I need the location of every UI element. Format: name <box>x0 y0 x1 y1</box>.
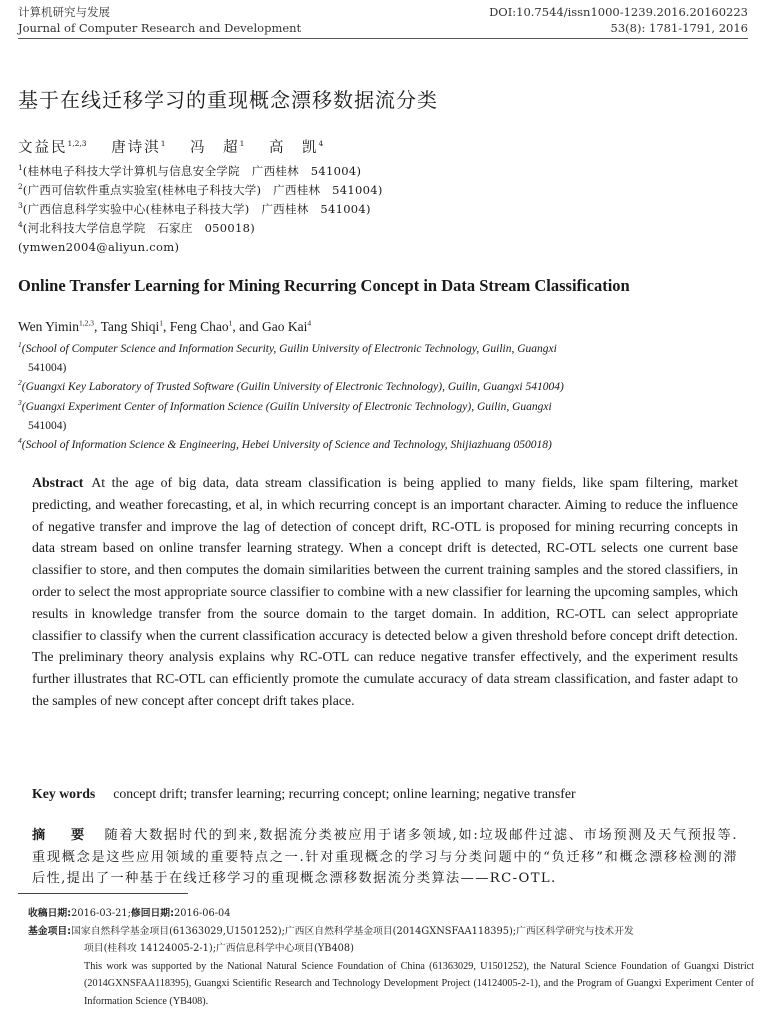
authors-cn <box>18 136 341 157</box>
abstract-cn <box>32 825 738 890</box>
author-cn: 文益民$^{1,2,3}$ <box>18 139 87 156</box>
affiliation-cn: $^2$(广西可信软件重点实验室(桂林电子科技大学) 广西桂林 541004) <box>18 182 383 197</box>
funding-cn: 基金项目:国家自然科学基金项目(61363029,U1501252);广西区自然科学基金项目(2014GXNSFAA118395);广西区科学研究与技术开发 <box>28 925 634 937</box>
affiliation-cn: $^4$(河北科技大学信息学院 石家庄 050018) <box>18 220 256 235</box>
email[interactable]: (ymwen2004@aliyun.com) <box>18 240 180 254</box>
author-en: Gao Kai$^4$ <box>262 318 312 334</box>
abstract-en <box>32 472 738 712</box>
affiliation-en: $^4$(School of Information Science & Engineering, Hebei University of Science and Technology, Shijiazhuang 050018) <box>18 436 552 452</box>
author-cn: 高 凯$^4$ <box>268 139 324 156</box>
funding-en: This work was supported by the National Natural Science Foundation of China (61363029, U1501252), the Natural Science Foundation of Guangxi District (2014GXNSFAA118395), Guangxi Scientific Research and Technology Development Project (14124005-2-1), and the Program of Guangxi Experiment Center of Information Science (YB408). <box>84 960 754 1007</box>
affiliation-cn: $^1$(桂林电子科技大学计算机与信息安全学院 广西桂林 541004) <box>18 163 362 178</box>
affiliation-cn: $^3$(广西信息科学实验中心(桂林电子科技大学) 广西桂林 541004) <box>18 201 371 216</box>
affiliation-en: $^1$(School of Computer Science and Information Security, Guilin University of Electronic Technology, Guilin, Guangxi <box>18 340 557 355</box>
journal-name-en: Journal of Computer Research and Development <box>18 21 302 35</box>
journal-name-cn: 计算机研究与发展 <box>18 5 110 19</box>
author-en: Wen Yimin$^{1,2,3}$, <box>18 318 101 334</box>
author-cn: 唐诗淇$^1$ <box>111 139 166 156</box>
footnote-rule <box>18 893 188 894</box>
author-en: Tang Shiqi$^1$, <box>100 318 170 334</box>
header-rule <box>18 38 748 39</box>
affiliations-en <box>18 340 754 455</box>
affiliation-en-cont: 541004) <box>28 362 67 375</box>
author-en: Feng Chao$^1$, and <box>169 318 262 334</box>
authors-en <box>18 319 311 335</box>
keywords-label: Key words <box>32 786 96 801</box>
running-header <box>18 4 748 36</box>
affiliation-en: $^3$(Guangxi Experiment Center of Information Science (Guilin University of Electronic Technology), Guilin, Guangxi <box>18 397 552 413</box>
affiliation-en: $^2$(Guangxi Key Laboratory of Trusted Software (Guilin University of Electronic Technology), Guilin, Guangxi 541004) <box>18 378 564 394</box>
footnote <box>28 905 754 1010</box>
keywords-text: concept drift; transfer learning; recurring concept; online learning; negative transfer <box>113 786 576 801</box>
abstract-text: At the age of big data, data stream classification is being applied to many fields, like spam filtering, market predicting, and weather forecasting, et al, in which recurring concept is an important character. Aiming to reduce the influence of negative transfer and improve the lag of detection of concept drift, RC-OTL is proposed for mining recurring concepts in data stream based on online transfer learning strategy. When a concept drift is detected, RC-OTL selects one current base classifier to store, and then computes the domain similarities between the current training samples and the stored classifiers, in order to select the most appropriate source classifier to combine with a new classifier for learning the upcoming samples, which results in knowledge transfer from the source domain to the target domain. In addition, RC-OTL can select appropriate classifier to classify when the current classification accuracy is detected below a given threshold before concept drift detection. The preliminary theory analysis explains why RC-OTL can reduce negative transfer effectively, and the experiment results further illustrates that RC-OTL can efficiently promote the cumulate accuracy of data stream classification, and faster adapt to the samples of new concept after concept drift takes place. <box>32 475 738 708</box>
abstract-cn-label: 摘 要 <box>32 828 91 843</box>
affiliation-en-cont: 541004) <box>28 419 67 432</box>
paper-title-en: Online Transfer Learning for Mining Recurring Concept in Data Stream Classification <box>18 276 630 295</box>
keywords-en <box>32 786 738 802</box>
author-cn: 冯 超$^1$ <box>190 139 245 156</box>
volume-info: 53(8): 1781-1791, 2016 <box>610 21 748 35</box>
doi[interactable]: DOI:10.7544/issn1000-1239.2016.20160223 <box>489 5 748 19</box>
paper-title-cn: 基于在线迁移学习的重现概念漂移数据流分类 <box>18 88 438 112</box>
dates: 收稿日期:2016-03-21;修回日期:2016-06-04 <box>28 908 231 919</box>
abstract-cn-text: 随着大数据时代的到来,数据流分类被应用于诸多领域,如:垃圾邮件过滤、市场预测及天气预报等.重现概念是这些应用领域的重要特点之一.针对重现概念的学习与分类问题中的“负迁移”和概念漂移检测的滞后性,提出了一种基于在线迁移学习的重现概念漂移数据流分类算法——RC-OTL. <box>32 828 739 886</box>
abstract-label: Abstract <box>32 475 84 490</box>
funding-cn-cont: 项目(桂科攻 14124005-2-1);广西信息科学中心项目(YB408) <box>84 943 354 954</box>
affiliations-cn <box>18 162 383 257</box>
